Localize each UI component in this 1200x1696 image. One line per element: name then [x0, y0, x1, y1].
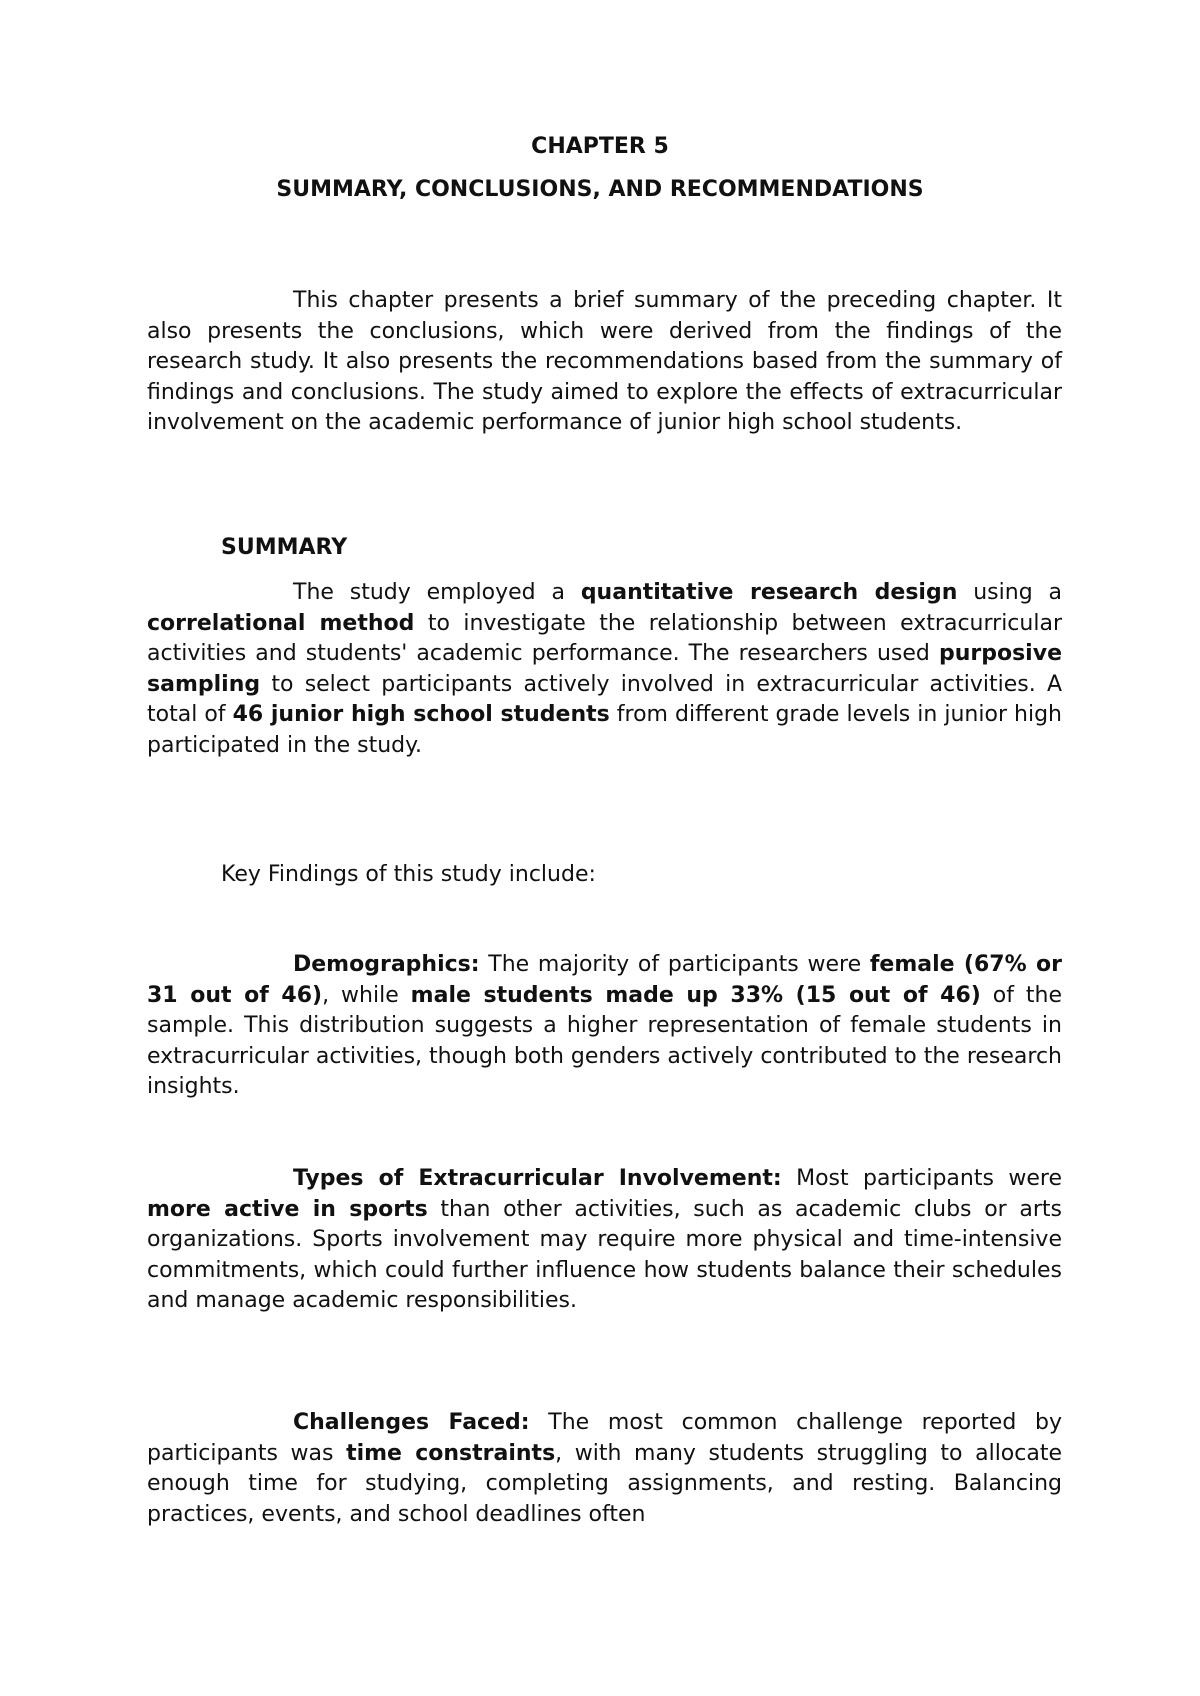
demographics-text-2: , while [322, 982, 411, 1008]
types-paragraph [147, 1164, 1062, 1317]
demographics-paragraph [147, 950, 1062, 1103]
types-text-1: Most participants were [781, 1166, 1062, 1191]
challenges-bold-time: time constraints [346, 1440, 556, 1466]
summary-bold-participants: 46 junior high school students [232, 702, 610, 727]
demographics-bold-female: female (67% or 31 out of 46) [147, 952, 1062, 1008]
summary-bold-method: correlational method [147, 610, 415, 636]
summary-text-5: from different grade levels in junior high participated in the study. [147, 702, 1062, 758]
summary-text-4: to select participants actively involved in extracurricular activities. A total of [147, 671, 1062, 727]
summary-text-1: The study employed a [293, 580, 581, 605]
summary-paragraph [147, 578, 1062, 761]
chapter-label: CHAPTER 5 [531, 134, 669, 159]
challenges-text-2: , with many students struggling to allocate enough time for studying, completing assignments, and resting. Balancing practices, events, and school deadlines often [147, 1440, 1063, 1527]
summary-text-3: to investigate the relationship between extracurricular activities and students' academic performance. The researchers used [147, 610, 1062, 666]
summary-bold-design: quantitative research design [580, 580, 958, 605]
summary-heading: SUMMARY [221, 535, 348, 560]
demographics-label: Demographics: [293, 952, 480, 977]
demographics-text-1: The majority of participants were [479, 952, 870, 977]
types-bold-sports: more active in sports [147, 1196, 428, 1222]
key-findings-label: Key Findings of this study include: [221, 862, 596, 887]
summary-text-2: using a [957, 580, 1062, 605]
demographics-bold-male: male students made up 33% (15 out of 46) [410, 982, 981, 1008]
demographics-text-3: of the sample. This distribution suggests a higher representation of female students in extracurricular activities, though both genders actively contributed to the research insights. [147, 982, 1063, 1099]
challenges-label: Challenges Faced: [293, 1410, 530, 1435]
summary-bold-sampling: purposive sampling [147, 641, 1062, 697]
types-text-2: than other activities, such as academic clubs or arts organizations. Sports involvement may require more physical and time-intensive commitments, which could further influence how students balance their schedules and manage academic responsibilities. [147, 1196, 1062, 1313]
types-label: Types of Extracurricular Involvement: [293, 1166, 782, 1191]
intro-paragraph: This chapter presents a brief summary of the preceding chapter. It also presents the conclusions, which were derived from the findings of the research study. It also presents the recommendations based from the summary of findings and conclusions. The study aimed to explore the effects of extracurricular involvement on the academic performance of junior high school students. [147, 288, 1062, 435]
chapter-title: SUMMARY, CONCLUSIONS, AND RECOMMENDATIONS [276, 177, 924, 202]
challenges-text-1: The most common challenge reported by participants was [147, 1410, 1062, 1466]
challenges-paragraph [147, 1408, 1062, 1530]
